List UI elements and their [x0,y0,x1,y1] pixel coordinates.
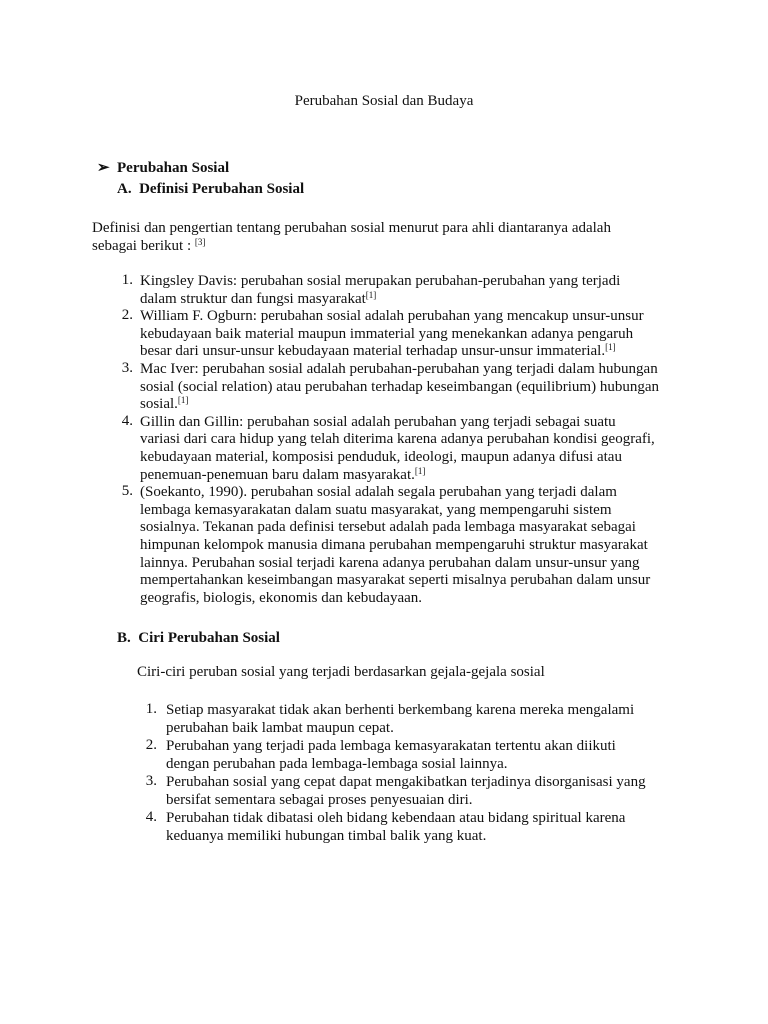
list-item-line [166,809,625,827]
list-item-text: Mac Iver: perubahan sosial adalah perubahan-perubahan yang terjadi dalam hubungan [140,361,658,377]
footnote-ref: [3] [194,237,206,247]
list-item-line [140,571,650,589]
list-item-line [166,701,634,719]
list-item-text: variasi dari cara hidup yang telah diterima karena adanya perubahan kondisi geografi, [140,431,655,448]
list-item-line [140,413,616,431]
list-number: 3. [121,360,133,376]
list-item-line [140,554,640,572]
list-number: 2. [121,307,133,324]
list-item-line [140,342,616,360]
list-item-line [140,466,425,484]
list-item-line [140,360,658,378]
list-number: 4. [145,809,157,825]
list-item-line [140,307,644,325]
footnote-ref: [1] [605,342,616,353]
section-a-heading [117,180,304,198]
list-item-line [140,589,422,607]
list-number: 2. [145,737,157,753]
section-a-heading-text: Definisi Perubahan Sosial [139,181,305,197]
list-item-text: Kingsley Davis: perubahan sosial merupakan perubahan-perubahan yang terjadi [140,273,621,289]
list-item-line [166,791,473,809]
list-item-text: (Soekanto, 1990). perubahan sosial adalah segala perubahan yang terjadi dalam [140,484,617,501]
list-number: 5. [121,483,133,500]
list-item-text: bersifat sementara sebagai proses penyesuaian diri. [166,792,473,808]
list-item-text: lainnya. Perubahan sosial terjadi karena adanya perubahan dalam unsur-unsur yang [140,554,640,571]
list-number: 4. [121,412,133,429]
list-item-text: Perubahan sosial yang cepat dapat mengakibatkan terjadinya disorganisasi yang [166,774,646,790]
list-item-text: Perubahan yang terjadi pada lembaga kemasyarakatan tertentu akan diikuti [166,738,616,754]
list-item-text: mempertahankan keseimbangan masyarakat seperti misalnya perubahan dalam unsur [140,572,651,589]
footnote-ref: [1] [414,465,426,476]
list-item-line [166,773,646,791]
list-item-text: sosialnya. Tekanan pada definisi tersebut adalah pada lembaga masyarakat sebagai [140,519,636,536]
list-item-text: kebudayaan material, komposisi penduduk, ideologi, maupun adanya difusi atau [140,449,622,465]
list-item-text: besar dari unsur-unsur kebudayaan material terhadap unsur-unsur immaterial. [140,343,606,360]
section-b-heading [117,629,280,647]
list-item-text: Gillin dan Gillin: perubahan sosial adalah perubahan yang terjadi sebagai suatu [140,413,616,430]
footnote-ref: [1] [177,395,189,406]
section-b-intro: Ciri-ciri peruban sosial yang terjadi berdasarkan gejala-gejala sosial [137,664,545,680]
document-title: Perubahan Sosial dan Budaya [294,93,474,109]
section-a-intro-line-2 [92,237,205,255]
section-main-heading-text: Perubahan Sosial [117,160,230,176]
list-item-line [140,518,636,536]
list-item-line [140,501,612,519]
list-item-line [140,272,620,290]
list-item-text: kebudayaan baik material maupun immaterial yang menekankan adanya pengaruh [140,325,634,342]
arrow-bullet-icon: ➢ [97,160,110,176]
list-item-text: dengan perubahan pada lembaga-lembaga sosial lainnya. [166,756,508,772]
list-item-line [140,395,188,413]
list-item-line [140,290,376,308]
section-main-heading [97,159,229,177]
list-item-line [166,737,616,755]
list-item-line [166,755,508,773]
list-item-line [140,536,648,554]
list-item-text: lembaga kemasyarakatan dalam suatu masyarakat, yang mempengaruhi sistem [140,501,612,518]
list-item-line [166,719,394,737]
list-item-line [166,827,486,845]
list-item-text: Setiap masyarakat tidak akan berhenti berkembang karena mereka mengalami [166,702,635,718]
list-item-text: dalam struktur dan fungsi masyarakat [140,290,366,307]
section-a-intro-text: sebagai berikut : [92,238,195,254]
list-item-text: himpunan kelompok manusia dimana perubahan mempengaruhi struktur masyarakat [140,537,648,553]
list-item-text: penemuan-penemuan baru dalam masyarakat. [140,466,415,483]
section-b-marker: B. [117,630,131,646]
list-item-text: sosial (social relation) atau perubahan terhadap keseimbangan (equilibrium) hubungan [140,378,659,395]
section-a-intro-line-1: Definisi dan pengertian tentang perubahan sosial menurut para ahli diantaranya adalah [92,220,611,236]
list-item-text: geografis, biologis, ekonomis dan kebudayaan. [140,589,423,606]
list-item-text: sosial. [140,396,178,413]
section-a-marker: A. [117,181,132,197]
list-number: 1. [121,272,133,288]
list-item-line [140,430,655,448]
list-item-text: keduanya memiliki hubungan timbal balik yang kuat. [166,828,487,844]
list-item-line [140,483,617,501]
section-b-heading-text: Ciri Perubahan Sosial [138,630,280,646]
list-number: 1. [145,701,157,717]
list-item-line [140,325,633,343]
footnote-ref: [1] [365,289,377,300]
list-item-text: William F. Ogburn: perubahan sosial adalah perubahan yang mencakup unsur-unsur [140,308,644,325]
list-item-text: Perubahan tidak dibatasi oleh bidang kebendaan atau bidang spiritual karena [166,810,626,826]
list-item-line [140,378,659,396]
list-item-line [140,448,622,466]
list-item-text: perubahan baik lambat maupun cepat. [166,720,394,736]
list-number: 3. [145,773,157,789]
